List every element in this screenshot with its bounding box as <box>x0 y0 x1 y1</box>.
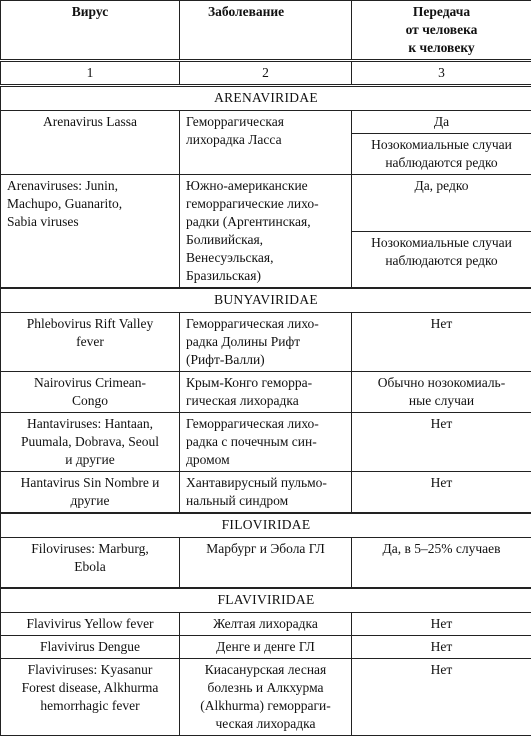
virus-cell: Hantaviruses: Hantaan, Puumala, Dobrava, Seoul и другие <box>1 413 180 472</box>
disease-cell: Марбург и Эбола ГЛ <box>180 538 352 588</box>
header-virus: Вирус <box>1 1 180 61</box>
disease-cell: Денге и денге ГЛ <box>180 635 352 658</box>
family-label: ARENAVIRIDAE <box>1 86 531 111</box>
virus-cell: Flaviviruses: Kyasanur Forest disease, Alkhurma hemorrhagic fever <box>1 658 180 735</box>
table-row <box>1 175 531 232</box>
family-row-flaviviridae <box>1 588 531 613</box>
transmission-cell: Нозокомиальные случаи наблюдаются редко <box>352 134 531 175</box>
transmission-cell: Да, в 5–25% случаев <box>352 538 531 588</box>
family-label: FLAVIVIRIDAE <box>1 588 531 613</box>
family-label: BUNYAVIRIDAE <box>1 288 531 313</box>
transmission-cell: Нет <box>352 658 531 735</box>
transmission-cell: Да, редко <box>352 175 531 232</box>
transmission-cell: Да <box>352 111 531 134</box>
table-row <box>1 635 531 658</box>
table-row <box>1 612 531 635</box>
disease-cell: Желтая лихорадка <box>180 612 352 635</box>
header-disease: Заболевание <box>180 1 352 61</box>
column-number-2: 2 <box>180 61 352 86</box>
family-row-filoviridae <box>1 513 531 538</box>
virus-cell: Filoviruses: Marburg, Ebola <box>1 538 180 588</box>
table-row <box>1 472 531 514</box>
virus-cell: Arenavirus Lassa <box>1 111 180 175</box>
family-label: FILOVIRIDAE <box>1 513 531 538</box>
disease-cell: Киасанурская лесная болезнь и Алкхурма (Alkhurma) геморраги- ческая лихорадка <box>180 658 352 735</box>
transmission-cell: Нет <box>352 313 531 372</box>
virus-cell: Phlebovirus Rift Valley fever <box>1 313 180 372</box>
virus-cell: Hantavirus Sin Nombre и другие <box>1 472 180 514</box>
table-row <box>1 313 531 372</box>
virus-cell: Arenaviruses: Junin, Machupo, Guanarito, Sabia viruses <box>1 175 180 289</box>
table-row <box>1 658 531 735</box>
disease-cell: Крым-Конго геморра- гическая лихорадка <box>180 372 352 413</box>
header-transmission: Передача от человека к человеку <box>352 1 531 61</box>
family-row-arenaviridae <box>1 86 531 111</box>
transmission-cell: Нет <box>352 413 531 472</box>
transmission-cell: Нет <box>352 472 531 514</box>
disease-cell: Хантавирусный пульмо- нальный синдром <box>180 472 352 514</box>
table-row <box>1 111 531 134</box>
virus-cell: Nairovirus Crimean- Congo <box>1 372 180 413</box>
disease-cell: Геморрагическая лихо- радка с почечным син- дромом <box>180 413 352 472</box>
table-row <box>1 372 531 413</box>
family-row-bunyaviridae <box>1 288 531 313</box>
virus-cell: Flavivirus Yellow fever <box>1 612 180 635</box>
transmission-cell: Нет <box>352 612 531 635</box>
header-row <box>1 1 531 61</box>
column-number-3: 3 <box>352 61 531 86</box>
table-row <box>1 538 531 588</box>
column-number-row <box>1 61 531 86</box>
transmission-cell: Нозокомиальные случаи наблюдаются редко <box>352 231 531 288</box>
disease-cell: Геморрагическая лихо- радка Долины Рифт (Рифт-Валли) <box>180 313 352 372</box>
disease-cell: Южно-американские геморрагические лихо- радки (Аргентинская, Боливийская, Венесуэльская, Бразильская) <box>180 175 352 289</box>
disease-cell: Геморрагическая лихорадка Ласса <box>180 111 352 175</box>
virus-cell: Flavivirus Dengue <box>1 635 180 658</box>
column-number-1: 1 <box>1 61 180 86</box>
transmission-cell: Нет <box>352 635 531 658</box>
table-row <box>1 413 531 472</box>
transmission-cell: Обычно нозокомиаль- ные случаи <box>352 372 531 413</box>
